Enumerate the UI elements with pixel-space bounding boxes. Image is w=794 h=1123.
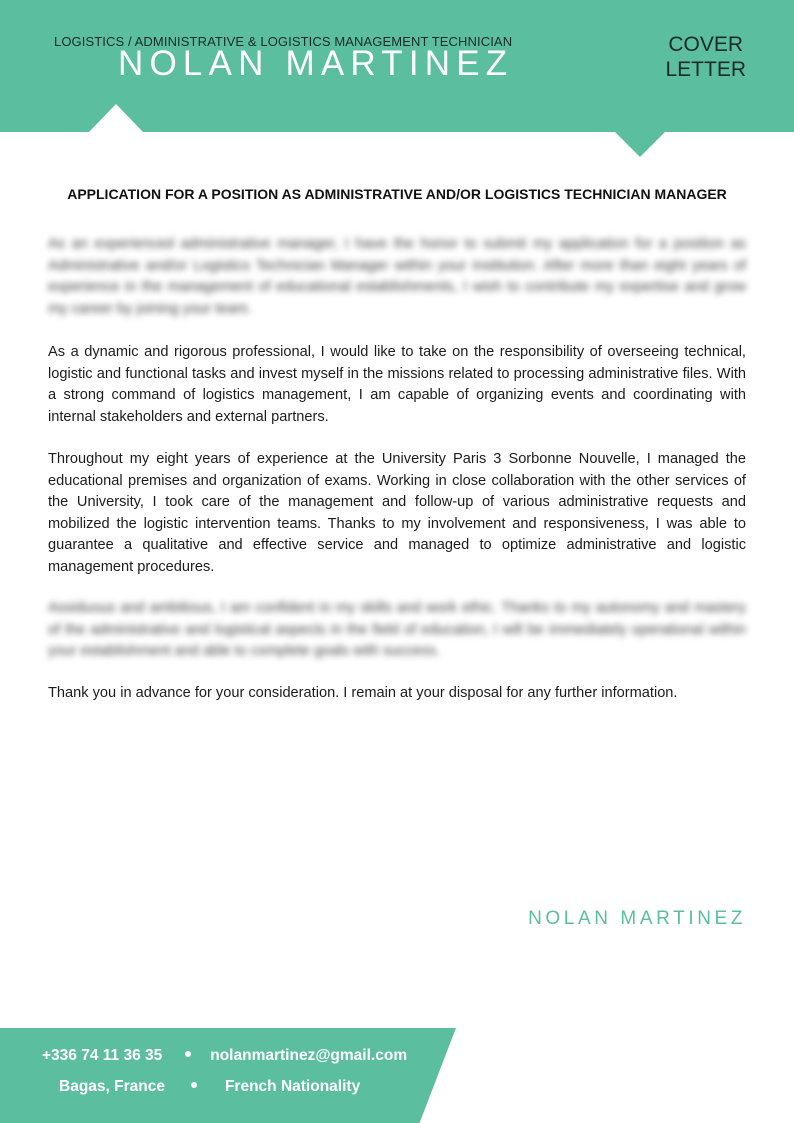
letter-paragraph-2: As a dynamic and rigorous professional, I would like to take on the responsibility of overseeing technical, logistic and functional tasks and invest myself in the missions related to processing administrative files. With a strong command of logistics management, I am capable of organizing events and coordinating with internal stakeholders and external partners. [48,344,746,425]
nationality: French Nationality [224,1078,361,1095]
letter-paragraph-4: Assiduous and ambitious, I am confident in my skills and work ethic. Thanks to my autonomy and mastery of the administrative and logistical aspects in the field of education, I will be immediately operational within your establishment and able to complete goals with success. [48,600,746,659]
contact-row-1 [42,1047,407,1065]
footer-band [0,1028,456,1123]
letter-paragraph-1: As an experienced administrative manager, I have the honor to submit my application for a position as Administrative and/or Logistics Technician Manager within your institution. After more than eight years of experience in the management of educational establishments, I wish to contribute my expertise and grow my career by joining your team. [48,236,746,317]
job-title: LOGISTICS / ADMINISTRATIVE & LOGISTICS MANAGEMENT TECHNICIAN [54,34,513,49]
bullet-separator-icon [191,1082,197,1088]
bullet-separator-icon [185,1051,191,1057]
document-type-line-1: COVER [668,33,744,56]
phone-number[interactable]: +336 74 11 36 35 [42,1047,163,1064]
header-notch-decoration [89,104,143,132]
letter-subject: APPLICATION FOR A POSITION AS ADMINISTRATIVE AND/OR LOGISTICS TECHNICIAN MANAGER [67,186,727,202]
signature-name: NOLAN MARTINEZ [528,908,746,929]
email-link[interactable]: nolanmartinez@gmail.com [210,1047,408,1064]
letter-paragraph-5: Thank you in advance for your consideration. I remain at your disposal for any further information. [48,685,678,701]
header-arrow-decoration [614,131,666,157]
document-type [665,32,746,82]
applicant-name: NOLAN MARTINEZ [118,44,514,83]
letter-paragraph-3: Throughout my eight years of experience at the University Paris 3 Sorbonne Nouvelle, I managed the educational premises and organization of exams. Working in close collaboration with the other services of the University, I took care of the management and follow-up of various administrative requests and mobilized the logistic intervention teams. Thanks to my involvement and responsiveness, I was able to guarantee a qualitative and effective service and managed to optimize administrative and logistic management procedures. [48,451,746,575]
document-type-line-2: LETTER [665,58,746,81]
location: Bagas, France [59,1078,165,1095]
contact-row-2 [59,1078,360,1096]
